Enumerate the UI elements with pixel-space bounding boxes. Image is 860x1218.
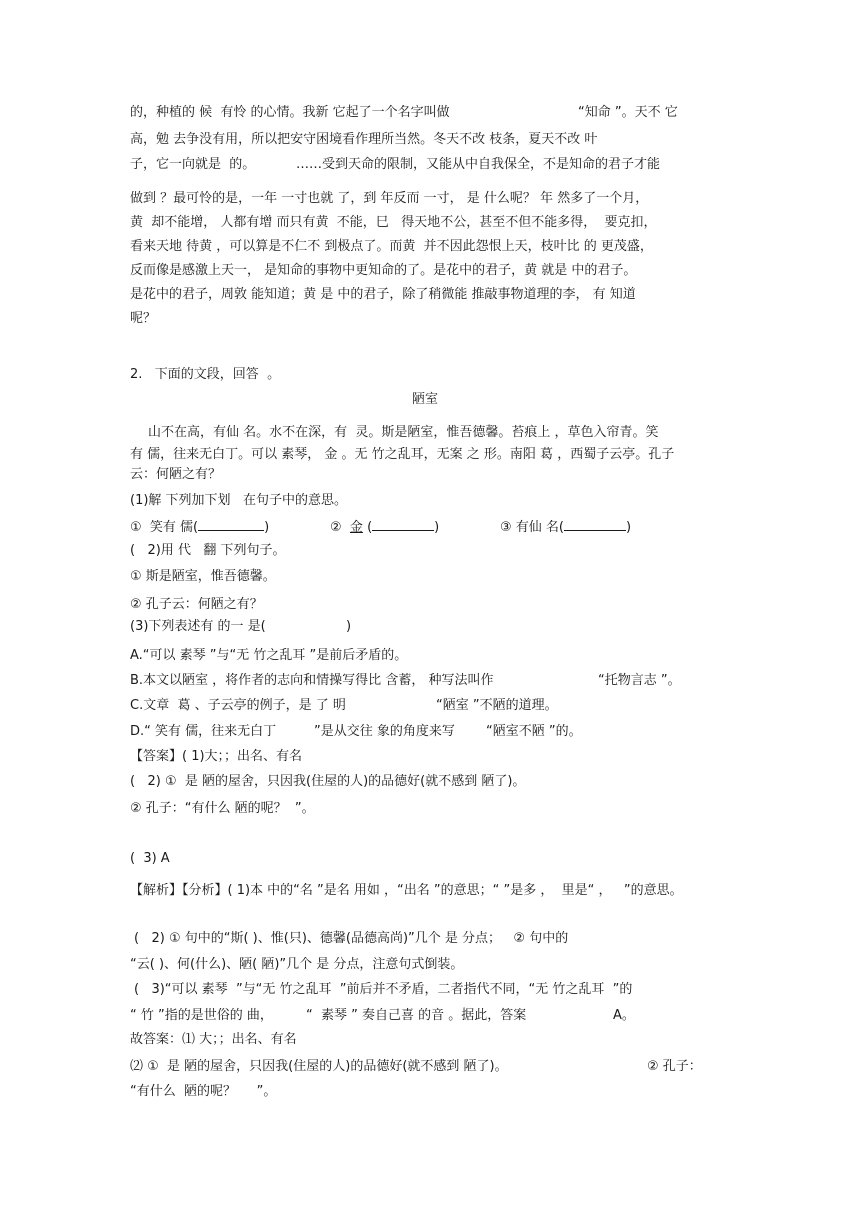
- passage-line: 的，种植的 候 有怜 的心情。我新 它起了一个名字叫做: [130, 105, 450, 120]
- passage-line: 呢？: [130, 311, 157, 326]
- option-b: B.本文以陋室 ，将作者的志向和情操写得比 含蓄， 种写法叫作: [130, 673, 494, 688]
- option-d: D.“ 笑有 儒，往来无白丁: [130, 724, 277, 739]
- option-d-tail: “陋室不陋 ”的。: [486, 724, 582, 739]
- option-a: A.“可以 素琴 ”与“无 竹之乱耳 ”是前后矛盾的。: [130, 648, 408, 663]
- answer-blank[interactable]: [198, 518, 264, 531]
- analysis-line: “云( )、何(什么)、陋( 陋)”几个 是 分点，注意句式倒装。: [130, 957, 464, 972]
- option-b-tail: “托物言志 ”。: [598, 673, 681, 688]
- passage-line: 子，它一向就是 的。: [130, 157, 256, 172]
- option-d-mid: ”是从交往 象的角度来写: [314, 724, 455, 739]
- option-c-tail: “陋室 ”不陋的道理。: [436, 698, 558, 713]
- option-c: C.文章 葛 、子云亭的例子，是 了 明: [130, 698, 346, 713]
- sub-question-1-item-c: ③ 有仙 名( ): [500, 520, 632, 535]
- answer-line: ( 3) A: [130, 851, 170, 866]
- answer-blank[interactable]: [564, 518, 626, 531]
- analysis-line: ( 2) ① 句中的“斯( )、惟(只)、德馨(品德高尚)”几个 是 分点； ② 句中的: [134, 931, 569, 946]
- analysis-line: ② 孔子：: [647, 1059, 702, 1074]
- sub-question-2-prompt: ( 2)用 代 翻 下列句子。: [130, 543, 286, 558]
- answer-line: 【答案】( 1)大；；出名、有名: [130, 749, 303, 764]
- sub-question-1-item-a: ① 笑有 儒( ): [130, 520, 270, 535]
- passage-line: 反而像是感激上天一， 是知命的事物中更知命的了。是花中的君子，黄 就是 中的君子。: [130, 263, 637, 278]
- analysis-line: “ 素琴 ” 奏自己喜 的音 。据此，答案: [306, 1008, 527, 1023]
- poem-title: 陋室: [412, 392, 439, 407]
- sub-question-3-close: ): [346, 619, 352, 634]
- sub-question-2-item: ① 斯是陋室，惟吾德馨。: [130, 569, 276, 584]
- passage-line: 是花中的君子，周敦 能知道；黄 是 中的君子，除了稍微能 推敲事物道理的李， 有 知道: [130, 287, 636, 302]
- passage-line: “知命 ”。天不 它: [578, 105, 678, 120]
- sub-question-3-prompt: (3)下列表述有 的一 是(: [130, 619, 266, 634]
- passage-line: 做到 ？最可怜的是，一年 一寸也就 了，到 年反而 一寸， 是 什么呢？ 年 然多了一个月，: [130, 191, 649, 206]
- passage-line: 黄 却不能增， 人都有增 而只有黄 不能，巳 得天地不公，甚至不但不能多得， 要克扣，: [130, 215, 657, 230]
- underlined-word: 金: [349, 520, 363, 535]
- sub-question-1-item-b: ② 金 ( ): [330, 520, 440, 535]
- passage-line: 高，勉 去争没有用，所以把安守困境看作理所当然。冬天不改 枝条，夏天不改 叶: [130, 132, 598, 147]
- analysis-line: 【解析】【分析】( 1)本 中的“名 ”是名 用如 ，“出名 ”的意思；“ ”是多 ， 里是“ ， ”的意思。: [130, 883, 683, 898]
- analysis-line: ⑵ ① 是 陋的屋舍，只因我(住屋的人)的品德好(就不感到 陋了)。: [130, 1059, 508, 1074]
- poem-text-line: 山不在高，有仙 名。水不在深，有 灵。斯是陋室，惟吾德馨。苔痕上 ，草色入帘青。笑: [148, 425, 659, 440]
- answer-blank[interactable]: [372, 518, 434, 531]
- analysis-line: “ 竹 ”指的是世俗的 曲，: [130, 1008, 273, 1023]
- passage-line: 看来天地 待黄 ，可以算是不仁不 到极点了。而黄 并不因此怨恨上天，枝叶比 的 更茂盛，: [130, 239, 653, 254]
- answer-line: ( 2) ① 是 陋的屋舍，只因我(住屋的人)的品德好(就不感到 陋了)。: [130, 774, 526, 789]
- analysis-line: ( 3)“可以 素琴 ”与“无 竹之乱耳 ”前后并不矛盾，二者指代不同，“无 竹之乱耳 ”的: [134, 982, 633, 997]
- poem-text-line: 有 儒，往来无白丁。可以 素琴， 金 。无 竹之乱耳，无案 之 形。南阳 葛 ，西蜀子云亭。孔子: [130, 447, 675, 462]
- analysis-line: “有什么 陋的呢？ ”。: [130, 1084, 277, 1099]
- analysis-line: 故答案：⑴ 大；；出名、有名: [130, 1032, 297, 1047]
- sub-question-1-prompt: (1)解 下列加下划 在句子中的意思。: [130, 493, 347, 508]
- answer-line: ② 孔子：“有什么 陋的呢？ ”。: [130, 801, 315, 816]
- poem-text-line: 云：何陋之有？: [130, 467, 222, 482]
- sub-question-2-item: ② 孔子云：何陋之有？: [130, 597, 263, 612]
- question-heading: 2. 下面的文段，回答 。: [130, 367, 281, 382]
- passage-line: ……受到天命的限制，又能从中自我保全，不是知命的君子才能: [296, 157, 661, 172]
- analysis-line: A。: [613, 1008, 635, 1023]
